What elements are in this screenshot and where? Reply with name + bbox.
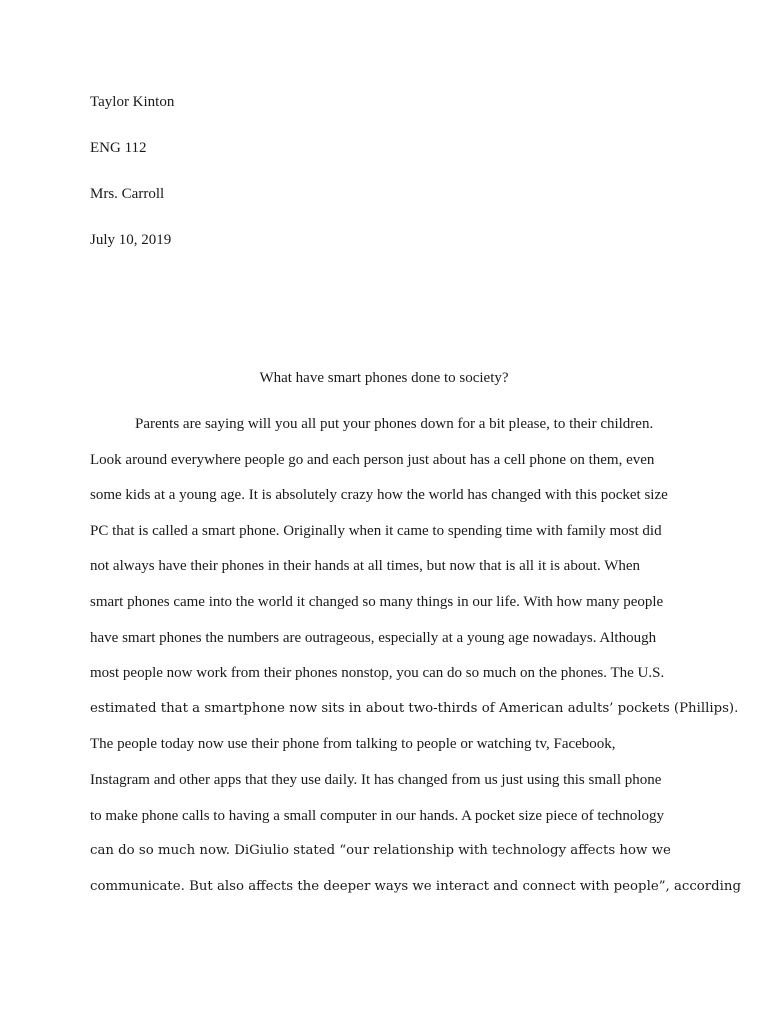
body-line: Instagram and other apps that they use daily. It has changed from us just using this small phone xyxy=(90,771,662,788)
body-line: some kids at a young age. It is absolutely crazy how the world has changed with this pocket size xyxy=(90,487,668,504)
essay-title: What have smart phones done to society? xyxy=(259,370,509,386)
body-line: Look around everywhere people go and each person just about has a cell phone on them, even xyxy=(90,451,655,468)
document-date: July 10, 2019 xyxy=(90,232,172,248)
body-line: smart phones came into the world it changed so many things in our life. With how many people xyxy=(90,593,664,610)
body-line: communicate. But also affects the deeper ways we interact and connect with people”, according xyxy=(90,878,741,894)
body-line: have smart phones the numbers are outrageous, especially at a young age nowadays. Although xyxy=(90,629,657,646)
essay-body xyxy=(90,414,741,912)
teacher-name: Mrs. Carroll xyxy=(90,186,165,202)
body-line: can do so much now. DiGiulio stated “our relationship with technology affects how we xyxy=(90,843,671,859)
body-line: Parents are saying will you all put your phones down for a bit please, to their children. xyxy=(135,416,654,432)
body-line: not always have their phones in their hands at all times, but now that is all it is about. When xyxy=(90,558,641,575)
body-line: PC that is called a smart phone. Originally when it came to spending time with family most did xyxy=(90,522,662,539)
body-line: to make phone calls to having a small computer in our hands. A pocket size piece of technology xyxy=(90,807,665,824)
course-name: ENG 112 xyxy=(90,140,147,156)
author-name: Taylor Kinton xyxy=(90,94,175,110)
body-line: The people today now use their phone from talking to people or watching tv, Facebook, xyxy=(90,736,616,753)
body-line: estimated that a smartphone now sits in about two-thirds of American adults’ pockets (Phillips). xyxy=(90,700,739,716)
body-line: most people now work from their phones nonstop, you can do so much on the phones. The U.S. xyxy=(90,665,665,682)
